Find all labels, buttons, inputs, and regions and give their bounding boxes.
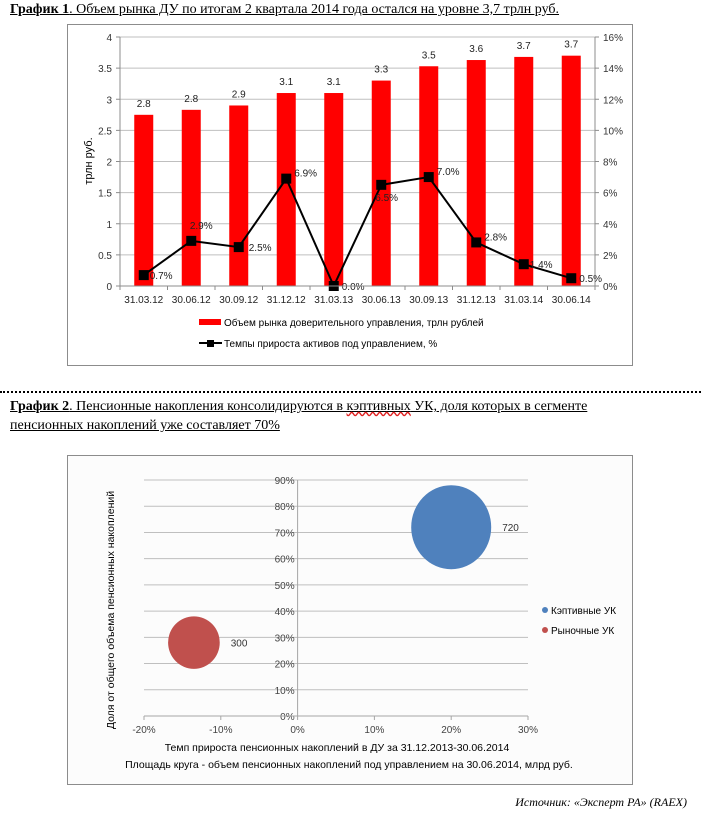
chart2-x-axis-subtitle: Площадь круга - объем пенсионных накоплений под управлением на 30.06.2014, млрд руб. [125,759,573,771]
chart1-caption-prefix: График 1 [10,2,70,17]
chart1-y-axis-title: трлн руб. [83,137,95,185]
chart2-x-axis-title: Темп прироста пенсионных накоплений в ДУ за 31.12.2013-30.06.2014 [164,742,510,754]
bar-data-label: 2.9 [231,89,246,101]
bar-data-label: 3.1 [279,77,294,89]
chart2-caption-text-a: . Пенсионные накопления консолидируются в [69,399,347,414]
y-tick-label: 2.5 [98,126,112,138]
y2-tick-label: 12% [603,95,624,107]
line-data-label: 0.7% [149,271,173,283]
chart2-legend [542,606,616,637]
line-data-label: 2.8% [484,232,508,244]
x-tick-label: 0% [290,725,305,736]
chart2-caption-text-b: УК, доля которых в сегменте [410,399,588,414]
legend-label-market: Рыночные УК [551,626,615,637]
legend-marker-captive [542,607,548,613]
y2-tick-label: 16% [603,33,624,44]
legend-label-bar: Объем рынка доверительного управления, трлн рублей [224,318,484,329]
y2-tick-label: 10% [603,126,624,138]
chart1-caption-text: . Объем рынка ДУ по итогам 2 квартала 2014 года остался на уровне 3,7 трлн руб. [69,2,560,17]
x-tick-label: 30.09.12 [219,295,259,306]
x-tick-label: 31.12.13 [456,295,496,306]
line-data-label: 6.9% [294,168,318,180]
x-tick-label: -10% [209,725,233,736]
legend-marker-market [542,627,548,633]
x-tick-label: -20% [132,725,156,736]
y-tick-label: 4 [106,33,112,44]
x-tick-label: 31.12.12 [266,295,306,306]
x-tick-label: 30.06.12 [171,295,211,306]
y-tick-label: 3.5 [98,64,112,76]
y-tick-label: 1.5 [98,188,112,200]
x-tick-label: 30.09.13 [409,295,449,306]
chart2-y-axis-title: Доля от общего объема пенсионных накоплений [105,490,117,730]
x-tick-label: 30.06.14 [551,295,591,306]
y-tick-label: 60% [274,554,295,566]
chart2-caption-spellword: кэптивных [346,399,411,414]
y-tick-label: 30% [274,633,295,645]
bar-data-label: 2.8 [136,98,151,110]
bar-data-label: 3.7 [564,39,579,51]
y2-tick-label: 6% [603,188,618,200]
line-data-label: 2.9% [189,220,213,232]
y-tick-label: 0 [106,282,112,293]
y-tick-label: 20% [274,659,295,671]
bubble [168,616,220,668]
line-data-label: 2.5% [248,243,272,255]
y2-tick-label: 8% [603,157,618,169]
bubble-data-label: 720 [502,523,519,535]
y-tick-label: 70% [274,528,295,540]
y-tick-label: 1 [106,219,112,231]
legend-label-captive: Кэптивные УК [551,606,617,617]
x-tick-label: 30% [517,725,539,736]
y-tick-label: 10% [274,685,295,697]
bar-data-label: 2.8 [184,93,199,105]
x-tick-label: 10% [364,725,385,736]
line-data-label: 6.5% [375,192,399,204]
bar-data-label: 3.7 [516,40,531,52]
line-data-label: 0.5% [579,274,603,286]
y-tick-label: 90% [274,476,295,487]
y2-tick-label: 2% [603,250,618,262]
y-tick-label: 2 [106,157,112,169]
x-tick-label: 31.03.14 [504,295,544,306]
chart2-caption-line2: пенсионных накоплений уже составляет 70% [10,418,280,433]
x-tick-label: 20% [441,725,462,736]
x-tick-label: 30.06.13 [361,295,401,306]
bubble [411,485,491,569]
y2-tick-label: 4% [603,219,618,231]
y-tick-label: 0.5 [98,250,112,262]
x-tick-label: 31.03.12 [124,295,164,306]
bar-data-label: 3.5 [421,50,436,62]
y-tick-label: 80% [274,502,295,514]
legend-label-line: Темпы прироста активов под управлением, % [224,339,438,350]
x-tick-label: 31.03.13 [314,295,354,306]
bar-data-label: 3.1 [326,77,341,89]
y-tick-label: 50% [274,580,295,592]
line-data-label: 1.4% [529,260,553,272]
line-data-label: 0.0% [341,282,365,293]
y-tick-label: 3 [106,95,112,107]
y2-tick-label: 14% [603,64,624,76]
y-tick-label: 40% [274,607,295,619]
y2-tick-label: 0% [603,282,618,293]
line-data-label: 7.0% [436,167,460,179]
bar-data-label: 3.6 [469,44,484,56]
chart2-caption-prefix: График 2 [10,399,70,414]
source-note: Источник: «Эксперт РА» (RAEX) [515,795,687,809]
bubble-data-label: 300 [230,638,248,650]
y-tick-label: 0% [280,712,295,723]
bar-data-label: 3.3 [374,64,389,76]
